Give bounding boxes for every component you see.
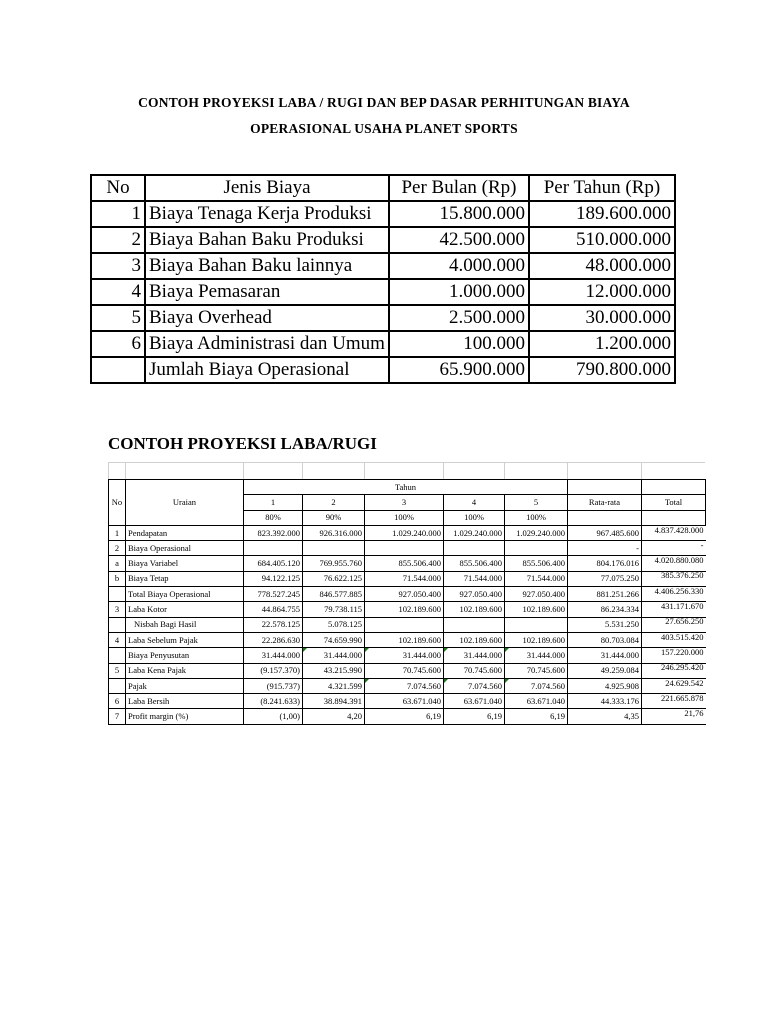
cost-name: Biaya Tenaga Kerja Produksi xyxy=(145,201,389,227)
pl-row-no: 4 xyxy=(109,632,126,647)
pl-row-avg: 44.333.176 xyxy=(568,694,642,709)
cost-name: Biaya Administrasi dan Umum xyxy=(145,331,389,357)
pl-row-label: Biaya Variabel xyxy=(126,556,244,571)
pl-row-total-value: 4.020.880.080 xyxy=(654,555,704,566)
pl-row-label: Pendapatan xyxy=(126,525,244,540)
pl-row xyxy=(109,709,706,724)
pl-row-value: 1.029.240.000 xyxy=(444,525,505,540)
pl-row-value: 44.864.755 xyxy=(244,602,303,617)
pl-row-avg: 881.251.266 xyxy=(568,587,642,602)
pl-row-no xyxy=(109,678,126,693)
document-title-line-2: OPERASIONAL USAHA PLANET SPORTS xyxy=(250,121,518,136)
pl-row-total xyxy=(642,541,706,556)
pl-row-value xyxy=(505,541,568,556)
pl-row-no: a xyxy=(109,556,126,571)
pl-row-label: Profit margin (%) xyxy=(126,709,244,724)
cost-name: Biaya Overhead xyxy=(145,305,389,331)
pl-row-avg: 80.703.084 xyxy=(568,632,642,647)
pl-row-value: 22.286.630 xyxy=(244,632,303,647)
pl-row-total-value: 403.515.420 xyxy=(661,632,704,642)
pl-row-total xyxy=(642,648,706,663)
pl-row-value xyxy=(244,541,303,556)
pl-row xyxy=(109,694,706,709)
pl-row-value: 74.659.990 xyxy=(303,632,365,647)
cost-total-no xyxy=(91,357,145,383)
pl-header-year: 1 xyxy=(244,495,303,510)
document-title-line-1: CONTOH PROYEKSI LABA / RUGI DAN BEP DASAR PERHITUNGAN BIAYA xyxy=(138,95,630,110)
pl-row-no: 7 xyxy=(109,709,126,724)
pl-row-total-value: 385.376.250 xyxy=(661,571,704,581)
pl-row-no: 6 xyxy=(109,694,126,709)
pl-row-total-value: 221.665.878 xyxy=(661,693,704,703)
cost-no: 1 xyxy=(91,201,145,227)
pl-row-value: 7.074.560 xyxy=(365,678,444,693)
pl-row-avg: 967.485.600 xyxy=(568,525,642,540)
pl-row xyxy=(109,617,706,632)
pl-header-pct: 80% xyxy=(244,510,303,525)
pl-header-uraian: Uraian xyxy=(126,480,244,526)
pl-row-value: 76.622.125 xyxy=(303,571,365,586)
pl-row-value: 70.745.600 xyxy=(444,663,505,678)
cost-year: 12.000.000 xyxy=(529,279,675,305)
pl-body xyxy=(109,525,706,724)
pl-row-total-value: - xyxy=(700,540,704,550)
pl-row-total xyxy=(642,556,706,571)
pl-row-no: 3 xyxy=(109,602,126,617)
pl-row-no: 2 xyxy=(109,541,126,556)
pl-row-value: 102.189.600 xyxy=(365,602,444,617)
pl-header-avg: Rata-rata xyxy=(568,495,642,510)
pl-row-avg: 86.234.334 xyxy=(568,602,642,617)
pl-header-total: Total xyxy=(642,495,706,510)
pl-row-total xyxy=(642,602,706,617)
pl-row-avg: - xyxy=(568,541,642,556)
pl-row-value: (1,00) xyxy=(244,709,303,724)
pl-row-value: 855.506.400 xyxy=(365,556,444,571)
cost-no: 5 xyxy=(91,305,145,331)
pl-row-value: 63.671.040 xyxy=(365,694,444,709)
pl-row-label: Laba Sebelum Pajak xyxy=(126,632,244,647)
cost-no: 6 xyxy=(91,331,145,357)
pl-row-value: 855.506.400 xyxy=(505,556,568,571)
cost-year: 189.600.000 xyxy=(529,201,675,227)
pl-row xyxy=(109,632,706,647)
cost-month: 4.000.000 xyxy=(389,253,529,279)
pl-row-total-value: 27.656.250 xyxy=(665,617,704,627)
cost-total-year: 790.800.000 xyxy=(529,357,675,383)
cost-month: 100.000 xyxy=(389,331,529,357)
pl-row-no: 1 xyxy=(109,525,126,540)
pl-row-value: 7.074.560 xyxy=(505,678,568,693)
pl-row-no: 5 xyxy=(109,663,126,678)
pl-row-value: (9.157.370) xyxy=(244,663,303,678)
cost-no: 4 xyxy=(91,279,145,305)
pl-row-total xyxy=(642,694,706,709)
pl-row-avg: 31.444.000 xyxy=(568,648,642,663)
pl-row-value xyxy=(365,541,444,556)
pl-row xyxy=(109,587,706,602)
pl-row-value: 846.577.885 xyxy=(303,587,365,602)
pl-row-value xyxy=(444,617,505,632)
pl-row-no xyxy=(109,617,126,632)
cost-year: 30.000.000 xyxy=(529,305,675,331)
pl-row-value: 63.671.040 xyxy=(444,694,505,709)
pl-row-no: b xyxy=(109,571,126,586)
pl-row-total xyxy=(642,663,706,678)
pl-row-value: 71.544.000 xyxy=(365,571,444,586)
pl-row-label: Pajak xyxy=(126,678,244,693)
pl-row-value: 927.050.400 xyxy=(444,587,505,602)
pl-row-total xyxy=(642,525,706,540)
pl-row xyxy=(109,602,706,617)
pl-row-value: 63.671.040 xyxy=(505,694,568,709)
pl-row-value: 5.078.125 xyxy=(303,617,365,632)
cost-year: 1.200.000 xyxy=(529,331,675,357)
cost-year: 48.000.000 xyxy=(529,253,675,279)
pl-header-tahun: Tahun xyxy=(244,480,568,495)
pl-header-blank xyxy=(642,480,706,495)
pl-row-no xyxy=(109,587,126,602)
pl-row-total xyxy=(642,587,706,602)
pl-row-value: 71.544.000 xyxy=(505,571,568,586)
pl-row-avg: 804.176.016 xyxy=(568,556,642,571)
pl-row-label: Laba Kena Pajak xyxy=(126,663,244,678)
pl-header-no: No xyxy=(109,480,126,526)
pl-row-value: (915.737) xyxy=(244,678,303,693)
pl-row-value: 4.321.599 xyxy=(303,678,365,693)
pl-row-total xyxy=(642,678,706,693)
pl-row-value: 769.955.760 xyxy=(303,556,365,571)
cost-header-no: No xyxy=(91,175,145,201)
pl-row xyxy=(109,663,706,678)
cost-month: 42.500.000 xyxy=(389,227,529,253)
cost-row xyxy=(91,331,675,357)
operational-cost-table xyxy=(90,174,676,384)
cost-name: Biaya Pemasaran xyxy=(145,279,389,305)
pl-row-total-value: 21,76 xyxy=(684,708,704,719)
cost-month: 2.500.000 xyxy=(389,305,529,331)
cost-year: 510.000.000 xyxy=(529,227,675,253)
cost-row xyxy=(91,201,675,227)
pl-row-value xyxy=(444,541,505,556)
pl-row-value: 79.738.115 xyxy=(303,602,365,617)
pl-row-avg: 4.925.908 xyxy=(568,678,642,693)
pl-header-blank xyxy=(642,510,706,525)
pl-row-value: 38.894.391 xyxy=(303,694,365,709)
cost-no: 3 xyxy=(91,253,145,279)
pl-row-value: 6,19 xyxy=(444,709,505,724)
profit-loss-title: CONTOH PROYEKSI LABA/RUGI xyxy=(108,434,377,453)
pl-row-label: Biaya Operasional xyxy=(126,541,244,556)
cost-no: 2 xyxy=(91,227,145,253)
pl-row-value: 684.405.120 xyxy=(244,556,303,571)
pl-row-value: 927.050.400 xyxy=(505,587,568,602)
pl-row xyxy=(109,648,706,663)
pl-header-blank xyxy=(568,480,642,495)
cost-name: Biaya Bahan Baku Produksi xyxy=(145,227,389,253)
pl-row-value: 102.189.600 xyxy=(505,602,568,617)
pl-row-total xyxy=(642,617,706,632)
pl-header-year: 3 xyxy=(365,495,444,510)
pl-row-value: 927.050.400 xyxy=(365,587,444,602)
pl-row-value: 94.122.125 xyxy=(244,571,303,586)
cost-row xyxy=(91,253,675,279)
pl-row-value: 102.189.600 xyxy=(444,602,505,617)
pl-header-pct: 100% xyxy=(365,510,444,525)
pl-row-value: 31.444.000 xyxy=(365,648,444,663)
pl-header-year: 4 xyxy=(444,495,505,510)
pl-row-value: 926.316.000 xyxy=(303,525,365,540)
pl-row-total xyxy=(642,571,706,586)
cost-row xyxy=(91,279,675,305)
cost-row xyxy=(91,227,675,253)
pl-row-value: 778.527.245 xyxy=(244,587,303,602)
cost-header-month: Per Bulan (Rp) xyxy=(389,175,529,201)
cost-total-row xyxy=(91,357,675,383)
pl-row-total-value: 4.406.256.330 xyxy=(654,586,704,596)
pl-row-total-value: 157.220.000 xyxy=(661,647,704,657)
pl-row-value xyxy=(505,617,568,632)
pl-row-label: Total Biaya Operasional xyxy=(126,587,244,602)
profit-loss-table xyxy=(108,479,706,725)
pl-row-value xyxy=(365,617,444,632)
pl-row-label: Laba Kotor xyxy=(126,602,244,617)
pl-row-value: 7.074.560 xyxy=(444,678,505,693)
cost-name: Biaya Bahan Baku lainnya xyxy=(145,253,389,279)
pl-header-year: 5 xyxy=(505,495,568,510)
cost-total-month: 65.900.000 xyxy=(389,357,529,383)
pl-row-label: Nisbah Bagi Hasil xyxy=(126,617,244,632)
pl-row-avg: 5.531.250 xyxy=(568,617,642,632)
pl-row xyxy=(109,525,706,540)
pl-row-value: 71.544.000 xyxy=(444,571,505,586)
pl-row-value xyxy=(303,541,365,556)
pl-row-value: 823.392.000 xyxy=(244,525,303,540)
pl-row-value: 43.215.990 xyxy=(303,663,365,678)
pl-row-avg: 77.075.250 xyxy=(568,571,642,586)
pl-header-pct: 100% xyxy=(505,510,568,525)
pl-row-total-value: 246.295.420 xyxy=(661,663,704,673)
pl-row-value: 31.444.000 xyxy=(303,648,365,663)
pl-row-value: 31.444.000 xyxy=(505,648,568,663)
pl-row xyxy=(109,678,706,693)
pl-row-no xyxy=(109,648,126,663)
pl-header-row-1 xyxy=(109,480,706,495)
pl-row-value: 31.444.000 xyxy=(244,648,303,663)
pl-row xyxy=(109,556,706,571)
pl-header-pct: 90% xyxy=(303,510,365,525)
pl-row-value: 31.444.000 xyxy=(444,648,505,663)
pl-row-total-value: 24.629.542 xyxy=(665,678,704,688)
pl-row-value: 22.578.125 xyxy=(244,617,303,632)
pl-row-avg: 4,35 xyxy=(568,709,642,724)
pl-row-value: 1.029.240.000 xyxy=(365,525,444,540)
pl-row-total xyxy=(642,709,706,724)
pl-row-value: 4,20 xyxy=(303,709,365,724)
pl-row-value: 102.189.600 xyxy=(505,632,568,647)
pl-row-total-value: 4.837.428.000 xyxy=(654,525,704,535)
pl-row-label: Biaya Tetap xyxy=(126,571,244,586)
cost-row xyxy=(91,305,675,331)
pl-row-total-value: 431.171.670 xyxy=(661,601,704,612)
pl-header-pct: 100% xyxy=(444,510,505,525)
pl-row-label: Laba Bersih xyxy=(126,694,244,709)
pl-row xyxy=(109,571,706,586)
spreadsheet-gridlines xyxy=(108,462,705,479)
pl-header-year: 2 xyxy=(303,495,365,510)
cost-month: 1.000.000 xyxy=(389,279,529,305)
pl-row-total xyxy=(642,632,706,647)
pl-row xyxy=(109,541,706,556)
cost-header-year: Per Tahun (Rp) xyxy=(529,175,675,201)
pl-header-blank xyxy=(568,510,642,525)
pl-row-avg: 49.259.084 xyxy=(568,663,642,678)
pl-row-value: 70.745.600 xyxy=(505,663,568,678)
pl-row-value: 855.506.400 xyxy=(444,556,505,571)
pl-row-value: 102.189.600 xyxy=(365,632,444,647)
pl-row-label: Biaya Penyusutan xyxy=(126,648,244,663)
cost-header-name: Jenis Biaya xyxy=(145,175,389,201)
pl-row-value: (8.241.633) xyxy=(244,694,303,709)
cost-total-label: Jumlah Biaya Operasional xyxy=(145,357,389,383)
pl-row-value: 70.745.600 xyxy=(365,663,444,678)
pl-row-value: 6,19 xyxy=(365,709,444,724)
pl-row-value: 1.029.240.000 xyxy=(505,525,568,540)
pl-row-value: 6,19 xyxy=(505,709,568,724)
pl-row-value: 102.189.600 xyxy=(444,632,505,647)
cost-month: 15.800.000 xyxy=(389,201,529,227)
cost-table-header-row xyxy=(91,175,675,201)
